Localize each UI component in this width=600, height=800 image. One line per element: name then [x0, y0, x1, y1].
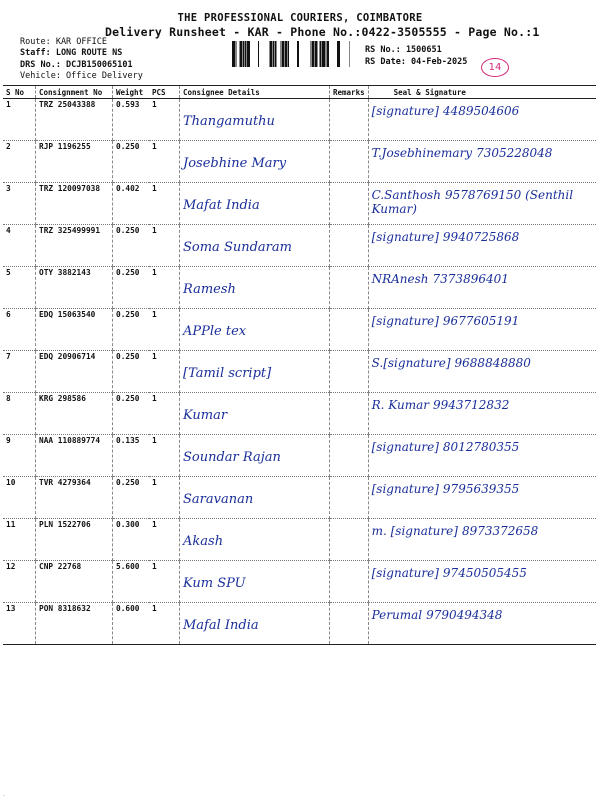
row-remarks	[330, 309, 369, 351]
row-remarks	[330, 225, 369, 267]
row-consignment: NAA 110889774	[36, 435, 113, 477]
row-pcs: 1	[149, 267, 180, 309]
row-consignment: TRZ 120097038	[36, 183, 113, 225]
col-consignee: Consignee Details	[180, 86, 330, 99]
consignee-handwriting: Soundar Rajan	[183, 450, 281, 465]
row-seal	[368, 393, 596, 435]
row-seal	[368, 183, 596, 225]
row-consignee	[180, 309, 330, 351]
consignee-handwriting: Mafat India	[183, 198, 260, 213]
row-sno: 1	[3, 99, 36, 141]
row-consignment: EDQ 15063540	[36, 309, 113, 351]
table-row	[3, 225, 596, 267]
row-pcs: 1	[149, 183, 180, 225]
row-pcs: 1	[149, 561, 180, 603]
signature-handwriting	[372, 184, 593, 216]
signature-handwriting	[372, 478, 593, 496]
signature-name: [signature]	[371, 566, 439, 580]
row-pcs: 1	[149, 225, 180, 267]
row-pcs: 1	[149, 477, 180, 519]
row-seal	[368, 351, 596, 393]
runsheet-table	[3, 85, 596, 645]
table-row	[3, 351, 596, 393]
company-name: THE PROFESSIONAL COURIERS, COIMBATORE	[177, 12, 423, 24]
signature-name: R. Kumar	[371, 398, 429, 412]
row-pcs: 1	[149, 99, 180, 141]
barcode-bar	[337, 41, 340, 67]
signature-phone: 9943712832	[432, 398, 510, 412]
row-sno: 8	[3, 393, 36, 435]
signature-name: [signature]	[371, 230, 439, 244]
row-sno: 6	[3, 309, 36, 351]
row-consignee	[180, 519, 330, 561]
row-weight: 0.402	[113, 183, 150, 225]
row-consignee	[180, 435, 330, 477]
table-row	[3, 183, 596, 225]
sheet-title: Delivery Runsheet - KAR - Phone No.:0422-3505555 - Page No.:1	[105, 25, 540, 39]
signature-name: [signature]	[371, 482, 439, 496]
row-consignment: RJP 1196255	[36, 141, 113, 183]
row-remarks	[330, 99, 369, 141]
signature-phone: 7373896401	[432, 272, 509, 286]
table-row	[3, 561, 596, 603]
row-weight: 0.250	[113, 393, 150, 435]
table-row	[3, 435, 596, 477]
row-consignee	[180, 267, 330, 309]
row-consignee	[180, 561, 330, 603]
signature-phone: 97450505455	[442, 566, 527, 580]
signature-phone: 8012780355	[442, 440, 520, 454]
signature-name: NRAnesh	[371, 272, 429, 286]
row-remarks	[330, 183, 369, 225]
row-consignment: EDQ 20906714	[36, 351, 113, 393]
row-weight: 0.250	[113, 225, 150, 267]
barcode	[232, 41, 350, 67]
row-remarks	[330, 141, 369, 183]
row-seal	[368, 603, 596, 645]
barcode-bar	[236, 41, 237, 67]
barcode-bar	[311, 41, 312, 67]
consignee-handwriting: Saravanan	[183, 492, 254, 507]
barcode-bar	[281, 41, 282, 67]
row-remarks	[330, 351, 369, 393]
table-row	[3, 141, 596, 183]
row-sno: 9	[3, 435, 36, 477]
row-consignee	[180, 225, 330, 267]
signature-phone: 9677605191	[442, 314, 520, 328]
consignee-handwriting: Josebhine Mary	[183, 156, 287, 171]
signature-name: Perumal	[371, 608, 423, 622]
barcode-bar	[258, 41, 259, 67]
row-remarks	[330, 477, 369, 519]
row-pcs: 1	[149, 435, 180, 477]
signature-name: [signature]	[371, 440, 439, 454]
table-row	[3, 99, 596, 141]
signature-name: C.Santhosh	[371, 188, 441, 202]
row-sno: 5	[3, 267, 36, 309]
signature-name: m. [signature]	[371, 524, 458, 538]
row-consignee	[180, 603, 330, 645]
signature-handwriting	[372, 520, 593, 538]
barcode-bar	[326, 41, 327, 67]
signature-phone: 9688848880	[454, 356, 531, 370]
signature-handwriting	[372, 226, 593, 244]
signature-phone: 4489504606	[442, 104, 520, 118]
row-weight: 0.300	[113, 519, 150, 561]
row-consignee	[180, 141, 330, 183]
row-consignee	[180, 99, 330, 141]
row-weight: 0.593	[113, 99, 150, 141]
barcode-bar	[350, 41, 351, 67]
signature-handwriting	[372, 352, 593, 370]
row-seal	[368, 99, 596, 141]
row-consignment: KRG 298586	[36, 393, 113, 435]
signature-handwriting	[372, 604, 593, 622]
row-remarks	[330, 603, 369, 645]
row-sno: 10	[3, 477, 36, 519]
rs-number: RS No.: 1500651	[365, 45, 442, 55]
signature-handwriting	[372, 142, 593, 160]
row-sno: 11	[3, 519, 36, 561]
col-seal-signature: Seal & Signature	[368, 86, 596, 99]
barcode-bar	[315, 41, 318, 67]
row-remarks	[330, 267, 369, 309]
row-seal	[368, 225, 596, 267]
row-pcs: 1	[149, 351, 180, 393]
consignee-handwriting: Akash	[183, 534, 224, 549]
row-consignee	[180, 477, 330, 519]
row-sno: 3	[3, 183, 36, 225]
row-weight: 0.250	[113, 267, 150, 309]
signature-handwriting	[372, 562, 593, 580]
row-pcs: 1	[149, 309, 180, 351]
signature-handwriting	[372, 394, 593, 412]
row-seal	[368, 267, 596, 309]
row-consignment: PON 8318632	[36, 603, 113, 645]
row-pcs: 1	[149, 519, 180, 561]
row-seal	[368, 561, 596, 603]
consignee-handwriting: Kumar	[183, 408, 228, 423]
table-row	[3, 393, 596, 435]
barcode-bar	[247, 41, 250, 67]
row-sno: 2	[3, 141, 36, 183]
row-seal	[368, 141, 596, 183]
row-consignee	[180, 393, 330, 435]
table-row	[3, 267, 596, 309]
barcode-bar	[312, 41, 314, 67]
col-consignment: Consignment No	[36, 86, 113, 99]
barcode-bar	[322, 41, 325, 67]
row-weight: 5.600	[113, 561, 150, 603]
row-sno: 4	[3, 225, 36, 267]
barcode-bar	[232, 41, 235, 67]
consignee-handwriting: Mafal India	[183, 618, 259, 633]
row-weight: 0.250	[113, 477, 150, 519]
consignee-handwriting: APPle tex	[183, 324, 247, 339]
row-remarks	[330, 435, 369, 477]
signature-name: [signature]	[371, 314, 439, 328]
table-row	[3, 519, 596, 561]
row-seal	[368, 435, 596, 477]
row-weight: 0.600	[113, 603, 150, 645]
row-consignee	[180, 351, 330, 393]
row-sno: 7	[3, 351, 36, 393]
row-sno: 12	[3, 561, 36, 603]
route-label: Route: KAR OFFICE	[20, 37, 107, 47]
table-body	[3, 99, 596, 645]
table-row	[3, 603, 596, 645]
row-pcs: 1	[149, 393, 180, 435]
row-consignee	[180, 183, 330, 225]
row-weight: 0.250	[113, 351, 150, 393]
signature-name: S.[signature]	[371, 356, 451, 370]
row-consignment: TRZ 25043388	[36, 99, 113, 141]
signature-phone: 9940725868	[442, 230, 520, 244]
consignee-handwriting: [Tamil script]	[183, 366, 272, 381]
row-sno: 13	[3, 603, 36, 645]
barcode-bar	[273, 41, 274, 67]
signature-phone: 7305228048	[476, 146, 553, 160]
signature-phone: 8973372658	[461, 524, 539, 538]
row-remarks	[330, 561, 369, 603]
consignee-handwriting: Ramesh	[183, 282, 236, 297]
barcode-bar	[327, 41, 329, 67]
col-remarks: Remarks	[330, 86, 369, 99]
table-row	[3, 309, 596, 351]
signature-phone: 9578769150 (Senthil Kumar)	[371, 188, 574, 216]
table-row	[3, 477, 596, 519]
signature-handwriting	[372, 268, 593, 286]
consignee-handwriting: Soma Sundaram	[183, 240, 292, 255]
col-sno: S No	[3, 86, 36, 99]
barcode-bar	[240, 41, 243, 67]
row-remarks	[330, 393, 369, 435]
signature-handwriting	[372, 436, 593, 454]
row-weight: 0.250	[113, 141, 150, 183]
row-pcs: 1	[149, 603, 180, 645]
col-pcs: PCS	[149, 86, 180, 99]
row-remarks	[330, 519, 369, 561]
signature-phone: 9795639355	[442, 482, 520, 496]
col-weight: Weight	[113, 86, 150, 99]
barcode-bar	[282, 41, 284, 67]
drs-number: DRS No.: DCJB150065101	[20, 60, 133, 70]
signature-handwriting	[372, 310, 593, 328]
barcode-bar	[270, 41, 273, 67]
consignee-handwriting: Thangamuthu	[183, 114, 275, 129]
handwritten-circled-number: 14	[481, 58, 509, 77]
barcode-bar	[275, 41, 277, 67]
signature-phone: 9790494348	[426, 608, 503, 622]
rs-date: RS Date: 04-Feb-2025	[365, 57, 468, 67]
barcode-bar	[297, 41, 299, 67]
barcode-bar	[320, 41, 322, 67]
barcode-bar	[245, 41, 247, 67]
signature-name: T.Josebhinemary	[371, 146, 473, 160]
vehicle-label: Vehicle: Office Delivery	[20, 71, 143, 81]
staff-label: Staff: LONG ROUTE NS	[20, 48, 123, 58]
barcode-bar	[243, 41, 244, 67]
signature-name: [signature]	[371, 104, 439, 118]
row-weight: 0.135	[113, 435, 150, 477]
row-seal	[368, 477, 596, 519]
row-seal	[368, 309, 596, 351]
row-consignment: OTY 3882143	[36, 267, 113, 309]
row-consignment: PLN 1522706	[36, 519, 113, 561]
signature-handwriting	[372, 100, 593, 118]
barcode-bar	[288, 41, 289, 67]
row-consignment: CNP 22768	[36, 561, 113, 603]
consignee-handwriting: Kum SPU	[183, 576, 246, 591]
row-consignment: TRZ 325499991	[36, 225, 113, 267]
corner-mark: .	[2, 791, 6, 798]
row-consignment: TVR 4279364	[36, 477, 113, 519]
barcode-bar	[285, 41, 288, 67]
row-pcs: 1	[149, 141, 180, 183]
row-seal	[368, 519, 596, 561]
row-weight: 0.250	[113, 309, 150, 351]
table-header-row	[3, 86, 596, 99]
